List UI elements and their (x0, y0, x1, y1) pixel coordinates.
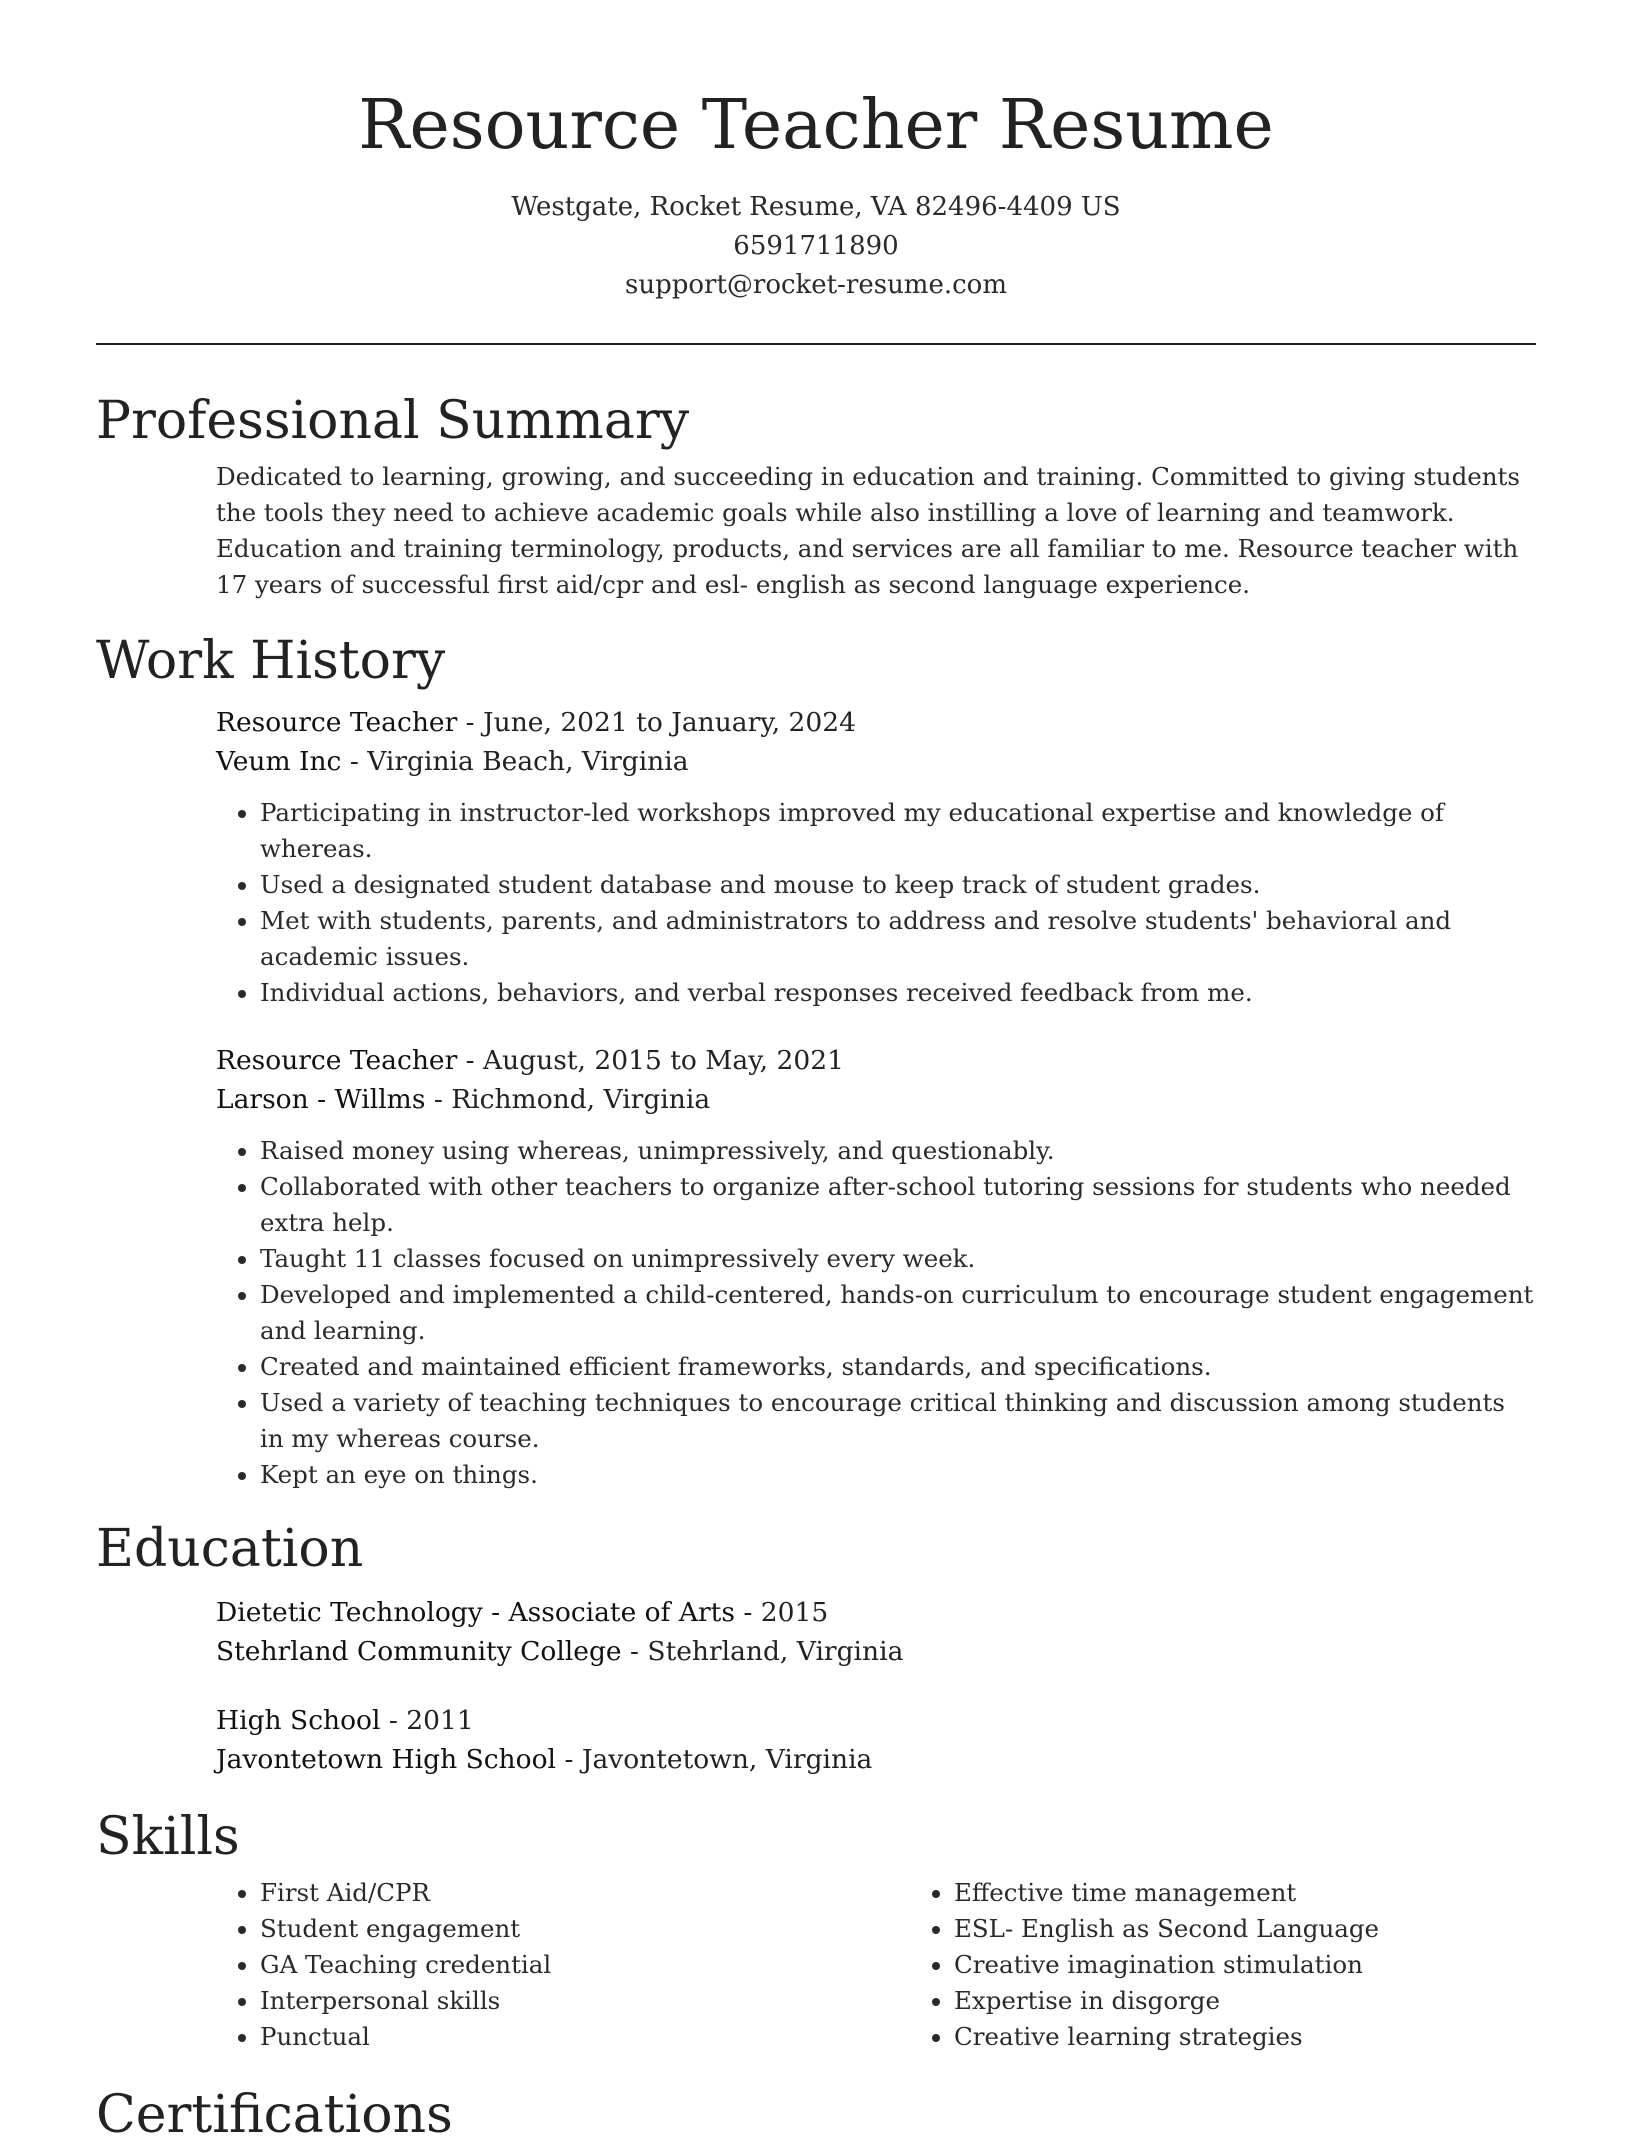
contact-info (0, 188, 1632, 305)
certifications-section (0, 2081, 1632, 2149)
job-bullet: • Raised money using whereas, unimpressively, and questionably. (260, 1133, 1536, 1169)
job-bullet: • Kept an eye on things. (260, 1457, 1536, 1493)
job-dates: - June, 2021 to January, 2024 (457, 707, 856, 738)
education-year: - 2011 (380, 1705, 474, 1736)
job-dates: - August, 2015 to May, 2021 (457, 1045, 844, 1076)
professional-summary-section (0, 387, 1632, 603)
job-title-line (216, 703, 1536, 742)
resume-title: Resource Teacher Resume (358, 86, 1274, 165)
job-role: Resource Teacher (216, 1045, 458, 1076)
contact-email: support@rocket-resume.com (624, 270, 1007, 300)
job-role: Resource Teacher (216, 707, 458, 738)
education-location: - Javontetown, Virginia (556, 1744, 873, 1775)
work-history-section (0, 627, 1632, 1493)
skills-columns (216, 1875, 1536, 2055)
job-company: Veum Inc (216, 746, 342, 777)
resume-header (0, 0, 1632, 305)
job-bullet: • Used a variety of teaching techniques to encourage critical thinking and discussion among students in my whereas course. (260, 1385, 1536, 1457)
summary-text: Dedicated to learning, growing, and succeeding in education and training. Committed to giving students the tools they need to achieve academic goals while also instilling a love of learning and teamwork. Education and training terminology, products, and services are all familiar to me. Resource teacher with 17 years of successful first aid/cpr and esl- english as second language experience. (216, 462, 1520, 599)
skill-item: • Creative learning strategies (954, 2019, 1379, 2055)
education-location: - Stehrland, Virginia (621, 1636, 904, 1667)
job-bullet: • Created and maintained efficient frameworks, standards, and specifications. (260, 1349, 1536, 1385)
education-school-line (216, 1632, 1536, 1671)
skill-item: • Student engagement (260, 1911, 910, 1947)
job-entry (216, 1041, 1536, 1493)
job-bullet: • Individual actions, behaviors, and verbal responses received feedback from me. (260, 975, 1536, 1011)
skills-list-right (910, 1875, 1379, 2055)
contact-phone: 6591711890 (733, 231, 899, 261)
education-entry (216, 1593, 1536, 1671)
job-title-line (216, 1041, 1536, 1080)
header-divider (96, 343, 1536, 345)
education-school-line (216, 1740, 1536, 1779)
job-bullet: • Used a designated student database and mouse to keep track of student grades. (260, 867, 1536, 903)
job-bullet: • Met with students, parents, and administrators to address and resolve students' behavioral and academic issues. (260, 903, 1536, 975)
education-school: Stehrland Community College (216, 1636, 622, 1667)
section-title-education: Education (96, 1519, 364, 1579)
education-degree: High School (216, 1705, 381, 1736)
skill-item: • Effective time management (954, 1875, 1379, 1911)
section-title-certifications: Certifications (96, 2085, 453, 2145)
job-company-line (216, 742, 1536, 781)
education-year: - 2015 (734, 1597, 829, 1628)
job-entry (216, 703, 1536, 1011)
job-company-line (216, 1080, 1536, 1119)
section-title-summary: Professional Summary (96, 391, 690, 451)
section-title-work-history: Work History (96, 631, 446, 691)
skill-item: • Punctual (260, 2019, 910, 2055)
job-bullet: • Taught 11 classes focused on unimpressively every week. (260, 1241, 1536, 1277)
skill-item: • Interpersonal skills (260, 1983, 910, 2019)
job-bullets (216, 795, 1536, 1011)
job-location: - Richmond, Virginia (425, 1084, 711, 1115)
section-title-skills: Skills (96, 1807, 240, 1867)
job-bullets (216, 1133, 1536, 1493)
contact-address: Westgate, Rocket Resume, VA 82496-4409 US (511, 192, 1121, 222)
education-entry (216, 1701, 1536, 1779)
job-bullet: • Collaborated with other teachers to organize after-school tutoring sessions for students who needed extra help. (260, 1169, 1536, 1241)
education-school: Javontetown High School (216, 1744, 557, 1775)
education-degree-line (216, 1593, 1536, 1632)
skill-item: • First Aid/CPR (260, 1875, 910, 1911)
job-bullet: • Participating in instructor-led workshops improved my educational expertise and knowledge of whereas. (260, 795, 1536, 867)
skills-section (0, 1803, 1632, 2055)
skill-item: • GA Teaching credential (260, 1947, 910, 1983)
skills-list-left (216, 1875, 910, 2055)
education-section (0, 1515, 1632, 1779)
job-company: Larson - Willms (216, 1084, 426, 1115)
job-location: - Virginia Beach, Virginia (341, 746, 689, 777)
job-bullet: • Developed and implemented a child-centered, hands-on curriculum to encourage student engagement and learning. (260, 1277, 1536, 1349)
education-degree: Dietetic Technology - Associate of Arts (216, 1597, 735, 1628)
skill-item: • ESL- English as Second Language (954, 1911, 1379, 1947)
skill-item: • Creative imagination stimulation (954, 1947, 1379, 1983)
skill-item: • Expertise in disgorge (954, 1983, 1379, 2019)
education-degree-line (216, 1701, 1536, 1740)
